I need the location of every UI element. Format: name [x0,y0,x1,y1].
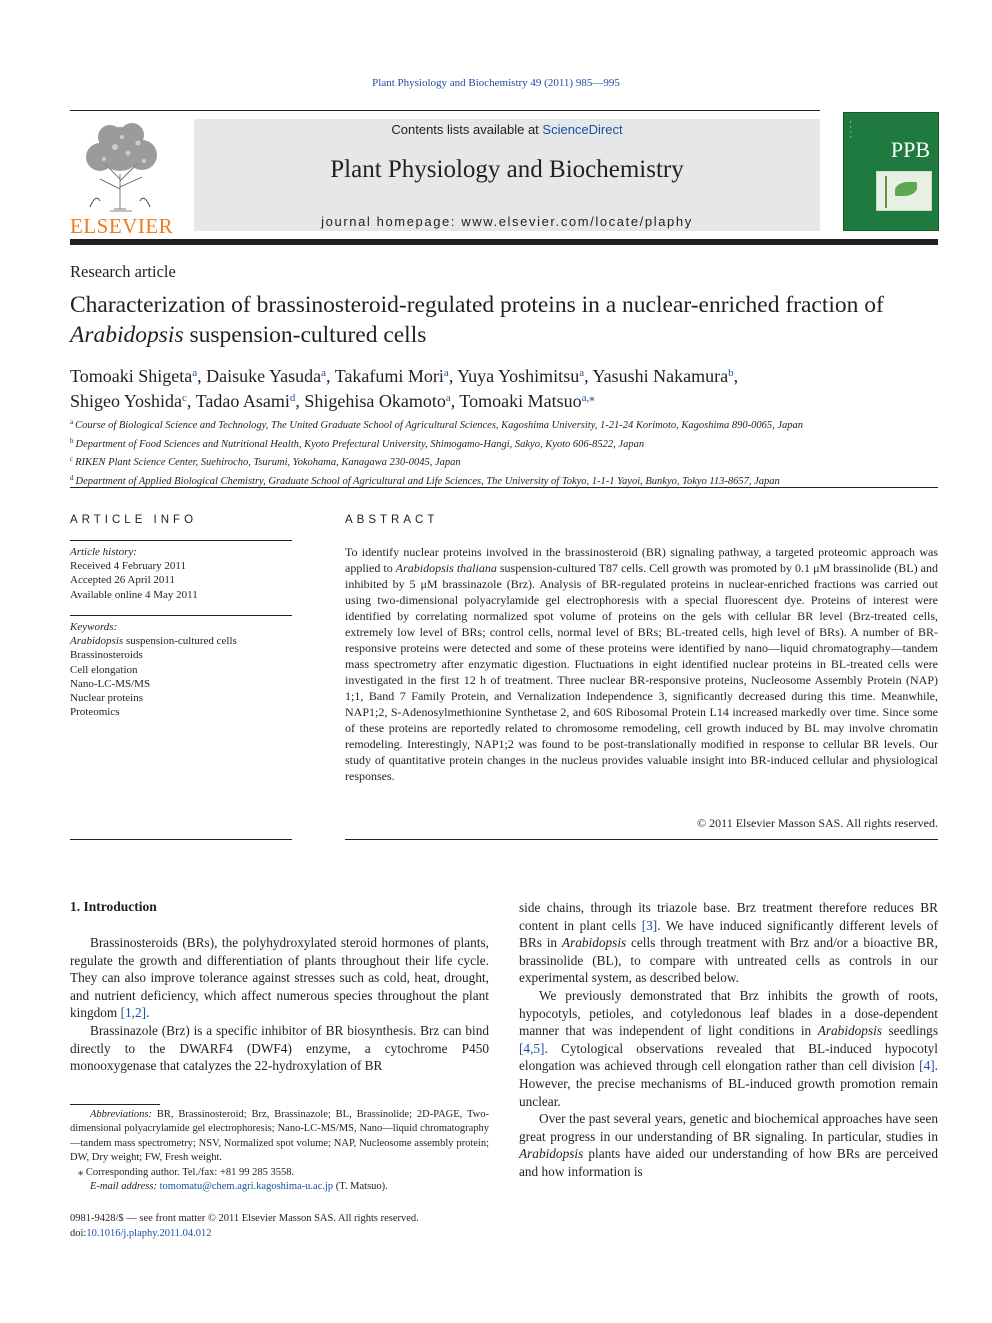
introduction-heading: 1. Introduction [70,899,157,914]
section-divider [70,487,938,488]
info-rule [70,540,292,541]
left-column [70,934,489,1075]
author[interactable]: Yasushi Nakamura$^b$ [592,366,734,386]
affiliation: $^a$ Course of Biological Science and Technology, The United Graduate School of Agricultural Sciences, Kagoshima University, 1-21-24 Korimoto, Kagoshima 890-0065, Japan [70,418,804,431]
keyword: Cell elongation [70,663,138,676]
journal-homepage[interactable]: journal homepage: www.elsevier.com/locate/plaphy [321,214,693,229]
cover-plant-icon [876,171,932,211]
keyword: Brassinosteroids [70,649,143,662]
elsevier-tree-icon [70,119,172,214]
paragraph: Brassinazole (Brz) is a specific inhibitor of BR biosynthesis. Brz can bind directly to the DWARF4 (DWF4) enzyme, a cytochrome P450 monooxygenase that catalyzes the 22-hydroxylation of BR [70,1022,489,1074]
article-info-heading: ARTICLE INFO [70,514,198,526]
journal-citation[interactable]: Plant Physiology and Biochemistry 49 (2011) 985—995 [372,77,620,89]
issn-line: 0981-9428/$ — see front matter © 2011 Elsevier Masson SAS. All rights reserved. [70,1213,419,1224]
affiliation: $^d$ Department of Applied Biological Chemistry, Graduate School of Agricultural and Life Sciences, The University of Tokyo, 1-1-1 Yayoi, Bunkyo, Tokyo 113-8657, Japan [70,473,780,487]
abstract-text: To identify nuclear proteins involved in the brassinosteroid (BR) signaling pathway, a targeted proteomic approach was applied to Arabidopsis thaliana suspension-cultured T87 cells. Cell growth was promoted by 0.1 μM brassinolide (BL) and inhibited by 5 μM brassinazole (Brz). Analysis of BR-regulated proteins in nuclear-enriched fractions was carried out using two-dimensional polyacrylamide gel electrophoresis with a special fluorescent dye. Proteins of interest were identified by correlating normalized spot volume of proteins on the gels with cellular BR level (Brz-treated cells, extremely low level of BRs; control cells, normal level of BRs; BL-treated cells, high level of BRs). A number of BR-responsive proteins were detected and some of these proteins were identified by nano—liquid chromatography—tandem mass spectrometry after enzymatic digestion. Fluctuations in eight identified nuclear proteins in BL-treated cells were investigated in the first 12 h of treatment. Three nuclear BR-responsive proteins, Nucleosome Assembly Protein (NAP) 1;1, Band 7 Family Protein, and Vernalization Independence 3, significantly decreased during this time. Meanwhile, NAP1;2, S-Adenosylmethionine Synthetase 2, and 60S Ribosomal Protein L14 increased markedly over time. Since some of these proteins are reportedly related to chromosome remodeling, cell growth induced by BL may involve chromatin remodeling. Interestingly, NAP1;2 was found to be post-translationally modified in response to cellular BR levels. Our study of quantitative protein changes in the nucleus provides valuable insight into BR-induced cellular and physiological responses. [345,545,938,783]
info-rule [70,839,292,840]
keyword: Nano-LC-MS/MS [70,677,151,690]
keywords: Keywords: Arabidopsis suspension-cultured cells Brassinosteroids Cell elongation Nano-LC-MS/MS Nuclear proteins Proteomics [70,620,292,719]
article-type: Research article [70,262,176,281]
affiliations [70,415,938,489]
sciencedirect-link[interactable]: ScienceDirect [542,122,623,137]
reference-link[interactable]: [4] [919,1058,935,1074]
contents-line: Contents lists available at ScienceDirect [391,122,623,137]
top-rule [70,110,820,111]
footnote-rule [70,1104,160,1105]
elsevier-logo[interactable] [70,119,174,238]
paragraph: Over the past several years, genetic and biochemical approaches have seen great progress in our understanding of BR signaling. In particular, studies in Arabidopsis plants have aided our understanding of how BRs are perceived and how information is [519,1111,938,1179]
author[interactable]: Tomoaki Matsuo$^{a,⁎}$ [459,391,595,411]
affiliation: $^c$ RIKEN Plant Science Center, Suehirocho, Tsurumi, Yokohama, Kanagawa 230-0045, Japan [70,455,461,468]
author[interactable]: Shigeo Yoshida$^c$ [70,391,187,411]
header-divider [70,239,938,245]
right-column [519,899,938,1181]
abbreviations-footnote: Abbreviations: BR, Brassinosteroid; Brz, Brassinazole; BL, Brassinolide; 2D-PAGE, Two-dimensional polyacrylamide gel electrophoresis; Nano-LC-MS/MS, Nano—liquid chromatography—tandem mass spectrometry; NSV, Normalized spot volume; NAP, Nucleosome assembly protein; DW, Dry weight; FW, Fresh weight. [70,1109,489,1164]
abstract-rule [345,839,938,840]
author[interactable]: Shigehisa Okamoto$^a$ [304,391,451,411]
author[interactable]: Tadao Asami$^d$ [195,391,296,411]
author[interactable]: Tomoaki Shigeta$^a$ [70,366,198,386]
elsevier-wordmark: ELSEVIER [70,214,174,238]
reference-link[interactable]: [3] [641,917,658,933]
paragraph: Brassinosteroids (BRs), the polyhydroxylated steroid hormones of plants, regulate the growth and differentiation of plants throughout their life cycle. They can also improve tolerance against stresses such as cold, heat, drought, and nutrient deficiency, which affect numerous species throughout the plant kingdom [1,2]. [70,935,489,1021]
affiliation: $^b$ Department of Food Sciences and Nutritional Health, Kyoto Prefectural University, Shimogamo-Hangi, Sakyo, Kyoto 606-8522, Japan [70,436,645,450]
author-list: Tomoaki Shigeta$^a$, Daisuke Yasuda$^a$, Takafumi Mori$^a$, Yuya Yoshimitsu$^a$, Yasushi Nakamura$^b$, Shigeo Yoshida$^c$, Tadao Asami$^d$, Shigehisa Okamoto$^a$, Tomoaki Matsuo$^{a,⁎}$ [70,366,739,411]
author[interactable]: Takafumi Mori$^a$ [334,366,449,386]
info-rule [70,615,292,616]
keyword: Proteomics [70,706,120,719]
journal-cover[interactable] [843,112,939,231]
paragraph: side chains, through its triazole base. Brz treatment therefore reduces BR content in plant cells [3]. We have induced significantly different levels of BRs in Arabidopsis cells through treatment with Brz and/or a bioactive BR, brassinolide (BL), to compare with untreated cells as controls in our experimental system, as described below. [519,900,939,986]
reference-link[interactable]: [4,5] [519,1040,545,1056]
email-footnote: E-mail address: tomomatu@chem.agri.kagoshima-u.ac.jp (T. Matsuo). [90,1181,388,1193]
article-title: Characterization of brassinosteroid-regulated proteins in a nuclear-enriched fraction of Arabidopsis suspension-cultured cells [70,292,884,348]
doi-line: doi:10.1016/j.plaphy.2011.04.012 [70,1228,212,1239]
corresponding-author: ⁎ Corresponding author. Tel./fax: +81 99 285 3558. [78,1166,295,1178]
front-matter [70,1211,489,1241]
email-link[interactable]: tomomatu@chem.agri.kagoshima-u.ac.jp [159,1181,334,1193]
copyright-notice: © 2011 Elsevier Masson SAS. All rights reserved. [697,816,938,830]
journal-name[interactable]: Plant Physiology and Biochemistry [330,156,684,183]
footnotes [70,1108,489,1194]
cover-side-text-icon: ▪ ▪ ▪ ▪ [850,119,852,139]
journal-banner [194,119,820,231]
doi-link[interactable]: 10.1016/j.plaphy.2011.04.012 [86,1228,212,1239]
cover-abbrev: PPB [890,137,930,162]
paragraph: We previously demonstrated that Brz inhibits the growth of roots, hypocotyls, petioles, and cotyledonous leaf blades in a dose-dependent manner that was independent of light conditions in Arabidopsis seedlings [4,5]. Cytological observations revealed that BL-induced hypocotyl elongation was achieved through cell elongation rather than cell division [4]. However, the precise mechanisms of BL-induced growth promotion remain unclear. [519,987,938,1109]
author[interactable]: Daisuke Yasuda$^a$ [206,366,327,386]
reference-link[interactable]: [1,2] [120,1005,147,1021]
keyword: Arabidopsis suspension-cultured cells [70,635,237,648]
author[interactable]: Yuya Yoshimitsu$^a$ [457,366,585,386]
keyword: Nuclear proteins [70,692,143,705]
article-history: Article history: Received 4 February 2011 Accepted 26 April 2011 Available online 4 May 2011 [70,546,198,601]
abstract-heading: ABSTRACT [345,514,439,526]
